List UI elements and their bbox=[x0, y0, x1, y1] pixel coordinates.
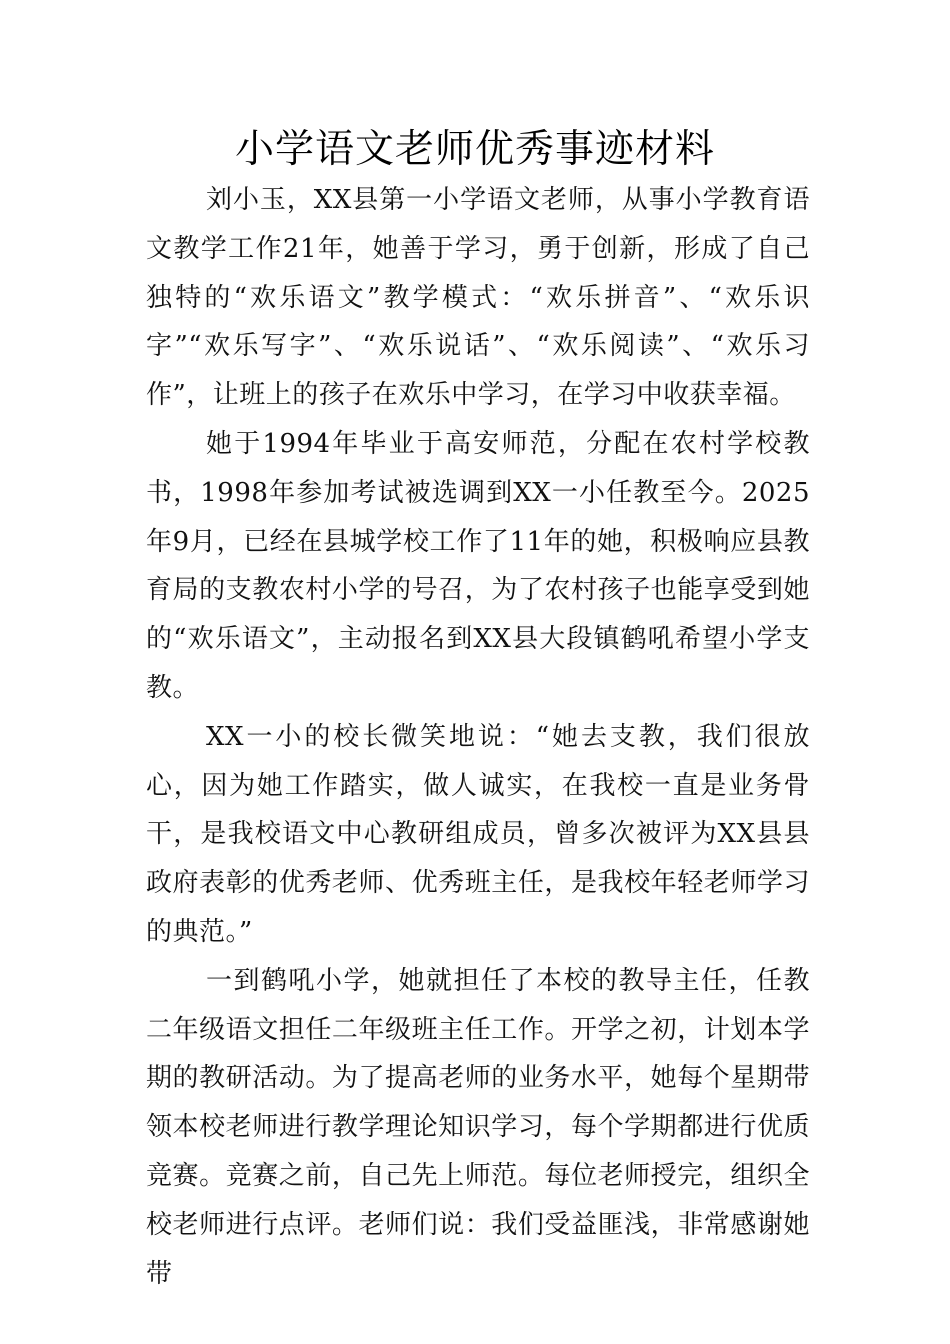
document-title: 小学语文老师优秀事迹材料 bbox=[234, 127, 715, 172]
paragraph-4: 一到鹤吼小学，她就担任了本校的教导主任，任教二年级语文担任二年级班主任工作。开学之初，计划本学期的教研活动。为了提高老师的业务水平，她每个星期带领本校老师进行教学理论知识学习，每个学期都进行优质竞赛。竞赛之前，自己先上师范。每位老师授完，组织全校老师进行点评。老师们说：我们受益匪浅，非常感谢她带 bbox=[146, 965, 810, 1289]
paragraph-3: XX一小的校长微笑地说：“她去支教，我们很放心，因为她工作踏实，做人诚实，在我校一直是业务骨干，是我校语文中心教研组成员，曾多次被评为XX县县政府表彰的优秀老师、优秀班主任，是我校年轻老师学习的典范。” bbox=[146, 721, 810, 947]
paragraph-1: 刘小玉，XX县第一小学语文老师，从事小学教育语文教学工作21年，她善于学习，勇于创新，形成了自己独特的“欢乐语文”教学模式：“欢乐拼音”、“欢乐识字”“欢乐写字”、“欢乐说话”、“欢乐阅读”、“欢乐习作”，让班上的孩子在欢乐中学习，在学习中收获幸福。 bbox=[146, 185, 810, 411]
paragraph-2: 她于1994年毕业于高安师范，分配在农村学校教书，1998年参加考试被选调到XX一小任教至今。2025年9月，已经在县城学校工作了11年的她，积极响应县教育局的支教农村小学的号召，为了农村孩子也能享受到她的“欢乐语文”，主动报名到XX县大段镇鹤吼希望小学支教。 bbox=[146, 428, 810, 703]
document-body bbox=[146, 176, 810, 1298]
